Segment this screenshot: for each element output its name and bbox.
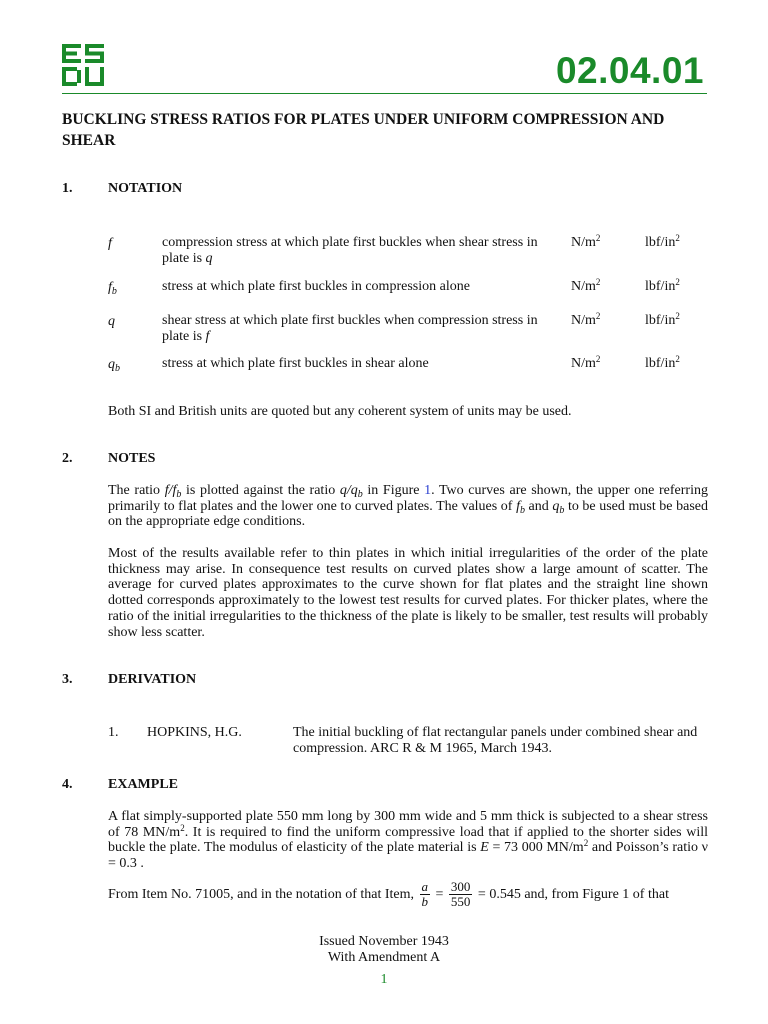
section-2-heading: NOTES [108, 451, 156, 466]
figure-1-link[interactable]: 1 [424, 483, 432, 498]
notation-si-unit: $N/m^2$ [571, 311, 601, 328]
example-paragraph-1: A flat simply-supported plate 550 mm long by 300 mm wide and 5 mm thick is subjected to a shear stress of 78 $MN/m^2$. It is required to find the uniform compressive load that if applied to the shorter sides will buckle the plate. The modulus of elasticity of the plate material is E = 73 000 $MN/m^2$ and Poisson’s ratio ν = 0.3 . [108, 809, 709, 872]
page-number: 1 [380, 972, 388, 987]
notation-desc-fb: stress at which plate first buckles in compression alone [162, 279, 470, 294]
document-number: 02.04.01 [555, 50, 704, 91]
notation-symbol-qb: $q_b$ [108, 357, 120, 374]
notation-british-unit: lbf/$in^2$ [645, 354, 680, 371]
reference-number: 1. [108, 725, 119, 740]
notation-symbol-f: f [108, 236, 112, 251]
example-paragraph-2: From Item No. 71005, and in the notation of that Item, $\frac{a}{b}$ = $\frac{300}{550}$ = 0.545 and, from Figure 1 of that [108, 879, 669, 910]
fraction-300-over-550: $\frac{300}{550}$ [450, 879, 471, 910]
notes-paragraph-2: Most of the results available refer to thin plates in which initial irregularities of the order of the plate thickness may arise. In consequence test results on curved plates show a large amount of scatter. The average for curved plates approximates to the curve shown for flat plates and the straight line shown dotted corresponds approximately to the lowest test results for curved plates. For thicker plates, where the ratio of the initial irregularities to the thickness of the plate is likely to be smaller, test results will probably show less scatter. [108, 546, 708, 640]
reference-author: HOPKINS, H.G. [147, 725, 242, 740]
notation-desc-q: shear stress at which plate first buckles when compression stress in plate is f [162, 313, 538, 344]
section-2-number: 2. [62, 451, 73, 466]
notation-british-unit: lbf/$in^2$ [645, 233, 680, 250]
units-note: Both SI and British units are quoted but any coherent system of units may be used. [108, 404, 572, 419]
header-rule [62, 93, 707, 94]
section-1-heading: NOTATION [108, 181, 183, 196]
section-3-heading: DERIVATION [108, 672, 197, 687]
notation-symbol-fb: $f_b$ [108, 280, 117, 297]
notes-paragraph-1: The ratio $f/f_b$ is plotted against the ratio $q/q_b$ in Figure 1. Two curves are shown, the upper one referring primarily to flat plates and the lower one to curved plates. The values of $f_b$ and $q_b$ to be used must be based on the appropriate edge conditions. [108, 483, 708, 530]
notation-desc-f: compression stress at which plate first buckles when shear stress in plate is q [162, 235, 538, 266]
notation-si-unit: $N/m^2$ [571, 233, 601, 250]
section-3-number: 3. [62, 672, 73, 687]
document-title: BUCKLING STRESS RATIOS FOR PLATES UNDER UNIFORM COMPRESSION AND SHEAR [62, 111, 665, 149]
notation-desc-qb: stress at which plate first buckles in shear alone [162, 356, 429, 371]
esdu-logo [62, 44, 104, 86]
notation-si-unit: $N/m^2$ [571, 277, 601, 294]
reference-title: The initial buckling of flat rectangular panels under combined shear and compression. ARC R & M 1965, March 1943. [293, 725, 698, 756]
issue-date: Issued November 1943 [319, 934, 449, 949]
notation-symbol-q: q [108, 314, 115, 329]
section-1-number: 1. [62, 181, 73, 196]
fraction-a-over-b: $\frac{a}{b}$ [421, 879, 429, 910]
notation-si-unit: $N/m^2$ [571, 354, 601, 371]
section-4-heading: EXAMPLE [108, 777, 178, 792]
notation-british-unit: lbf/$in^2$ [645, 311, 680, 328]
section-4-number: 4. [62, 777, 73, 792]
amendment: With Amendment A [327, 950, 441, 965]
notation-british-unit: lbf/$in^2$ [645, 277, 680, 294]
